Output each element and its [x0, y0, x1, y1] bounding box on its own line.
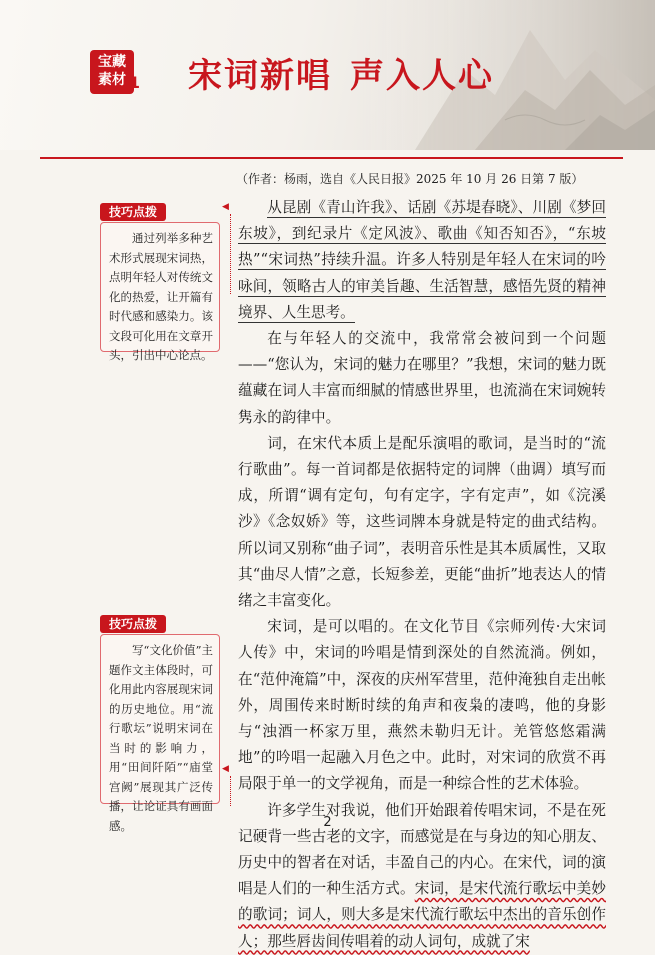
article-body: [238, 195, 606, 955]
header-banner: [0, 0, 655, 150]
tip-marker-1: ◀: [222, 202, 229, 212]
paragraph-4: 宋词，是可以唱的。在文化节目《宗师列传·大宋词人传》中，宋词的吟唱是情到深处的自然流淌。例如，在“范仲淹篇”中，深夜的庆州军营里，范仲淹独自走出帐外，周围传来时断时续的角声和夜枭的凄鸣，他的身影与“浊酒一杯家万里，燕然未勒归无计。羌管悠悠霜满地”的吟唱一起融入月色之中。此时，对宋词的欣赏不再局限于单一的文学视角，而是一种综合性的艺术体验。: [238, 618, 606, 793]
badge-line-2: 素材: [98, 72, 126, 88]
paragraph-5-plain: 许多学生对我说，他们开始跟着传唱宋词，不是在死记硬背一些古老的文字，而感觉是在与身边的知心朋友、历史中的智者在对话，丰盈自己的内心。在宋代，词的演唱是人们的一种生活方式。: [238, 801, 606, 898]
badge-number: 1: [128, 73, 140, 92]
paragraph-3: 词，在宋代本质上是配乐演唱的歌词，是当时的“流行歌曲”。每一首词都是依据特定的词牌（曲调）填写而成，所谓“调有定句，句有定字，字有定声”，如《浣溪沙》《念奴娇》等，这些词牌本身就是特定的曲式结构。所以词又别称“曲子词”，表明音乐性是其本质属性，又取其“曲尽人情”之意，长短参差，更能“曲折”地表达人的情绪之丰富变化。: [238, 434, 606, 610]
tip-box-1: [100, 222, 220, 362]
source-byline: （作者：杨雨，选自《人民日报》2025 年 10 月 26 日第 7 版）: [236, 172, 584, 186]
title-part-1: 宋词新唱: [188, 56, 332, 96]
tip-label-1: 技巧点拨: [100, 203, 166, 221]
tip-connector-2: [230, 776, 231, 806]
tip-connector-1: [230, 214, 231, 294]
title-part-2: 声入人心: [350, 56, 494, 96]
page-number: 2: [323, 815, 332, 830]
tip-label-2: 技巧点拨: [100, 615, 166, 633]
tip-text-1: 通过列举多种艺术形式展现宋词热，点明年轻人对传统文化的热爱，让开篇有时代感和感染力。该文段可化用在文章开头，引出中心论点。: [109, 231, 213, 362]
page-title: [188, 48, 494, 97]
header-divider: [40, 157, 623, 159]
paragraph-1-underlined: 从昆剧《青山许我》、话剧《苏堤春晓》、川剧《梦回东坡》，到纪录片《定风波》、歌曲《知否知否》，“东坡热”“宋词热”持续升温。许多人特别是年轻人在宋词的吟咏间，领略古人的审美旨趣、生活智慧，感悟先贤的精神境界、人生思考。: [238, 199, 606, 321]
paragraph-5-wavy: 宋词，是宋代流行歌坛中美妙的歌词；词人，则大多是宋代流行歌坛中杰出的音乐创作人；那些唇齿间传唱着的动人词句，成就了宋: [238, 880, 606, 950]
paragraph-2: 在与年轻人的交流中，我常常会被问到一个问题——“您认为，宋词的魅力在哪里？”我想，宋词的魅力既蕴藏在词人丰富而细腻的情感世界里，也流淌在宋词婉转隽永的韵律中。: [238, 330, 606, 426]
badge-line-1: 宝藏: [98, 54, 126, 70]
tip-text-2: 写“文化价值”主题作文主体段时，可化用此内容展现宋词的历史地位。用“流行歌坛”说明宋词在当时的影响力，用“田间阡陌”“庙堂宫阙”展现其广泛传播，让论证具有画面感。: [109, 643, 213, 833]
paragraph-1: [238, 195, 606, 326]
tip-box-2: [100, 634, 220, 833]
section-badge: [90, 50, 140, 94]
tip-marker-2: ◀: [222, 764, 229, 774]
